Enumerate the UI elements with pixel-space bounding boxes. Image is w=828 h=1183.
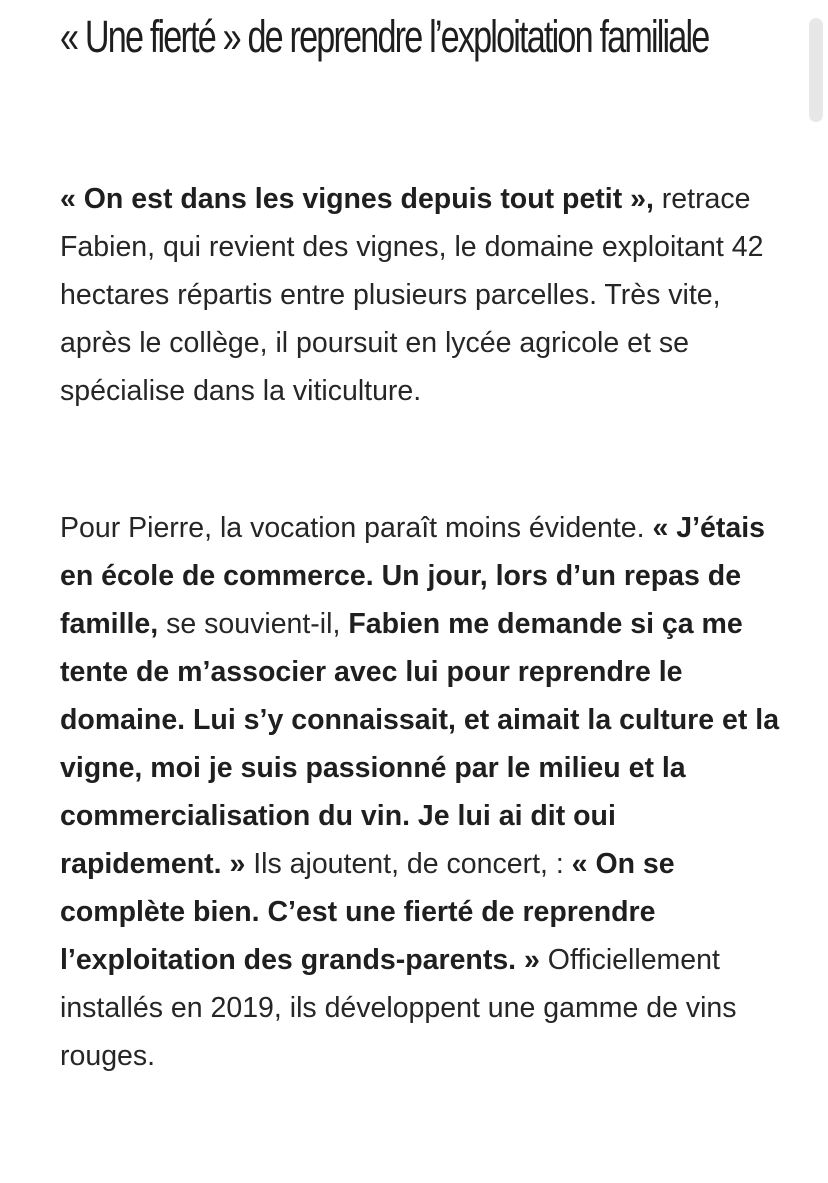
article-heading: « Une fierté » de reprendre l’exploitation familiale [60, 11, 709, 62]
article-paragraph-1 [60, 175, 780, 415]
paragraph-1-text: retrace Fabien, qui revient des vignes, le domaine exploitant 42 hectares répartis entre plusieurs parcelles. Très vite, après le collège, il poursuit en lycée agricole et se spécialise dans la viticulture. [60, 183, 764, 407]
paragraph-2-quote-1: « J’étais en école de commerce. Un jour, lors d’un repas de famille, [60, 512, 765, 640]
paragraph-2-attribution: se souvient-il, [158, 608, 349, 640]
paragraph-2-quote-3: « On se complète bien. C’est une fierté de reprendre l’exploitation des grands-parents. » [60, 848, 675, 976]
vertical-scrollbar[interactable] [809, 18, 823, 122]
article-body [60, 0, 790, 1072]
article-paragraph-2 [60, 504, 780, 1080]
paragraph-2-quote-2: Fabien me demande si ça me tente de m’associer avec lui pour reprendre le domaine. Lui s’y connaissait, et aimait la culture et la vigne, moi je suis passionné par le milieu et la commercialisation du vin. Je lui ai dit oui rapidement. » [60, 608, 780, 880]
paragraph-2-transition: Ils ajoutent, de concert, : [245, 848, 572, 880]
paragraph-2-intro: Pour Pierre, la vocation paraît moins évidente. [60, 512, 653, 544]
paragraph-1-quote: « On est dans les vignes depuis tout petit », [60, 183, 654, 215]
paragraph-2-closing: Officiellement installés en 2019, ils développent une gamme de vins rouges. [60, 944, 737, 1072]
